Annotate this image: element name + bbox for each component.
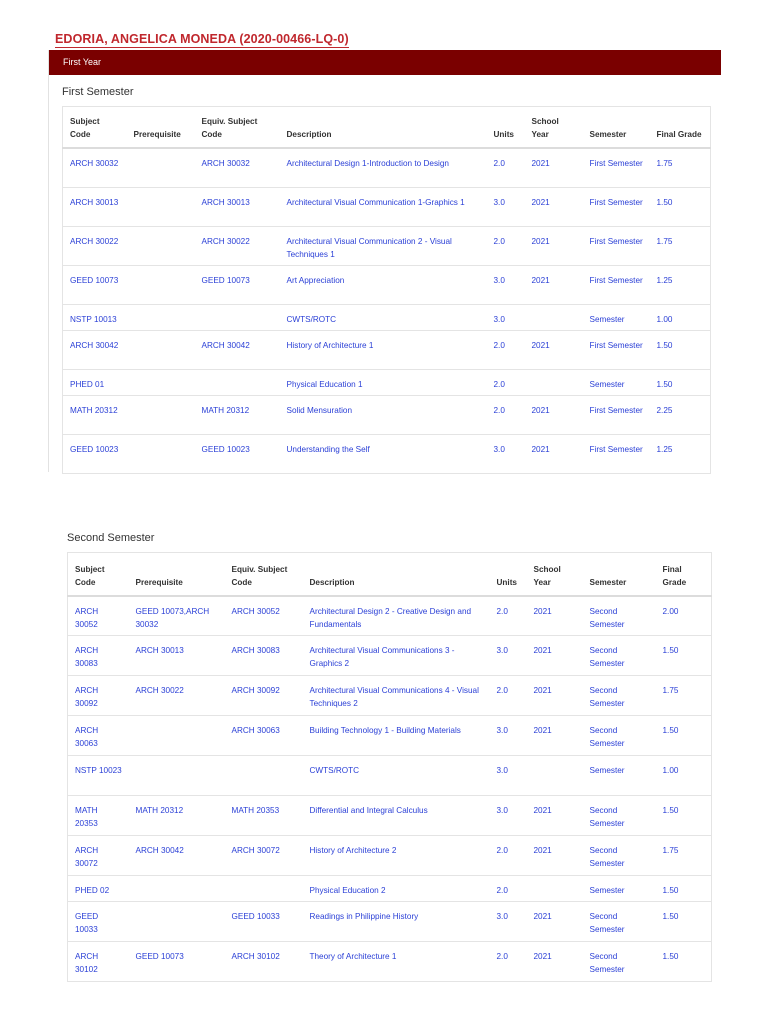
semester-cell: Second Semester	[583, 596, 656, 636]
subject-code-cell[interactable]: ARCH 30072	[68, 836, 129, 876]
equiv-subject-code-cell[interactable]: ARCH 30102	[225, 942, 303, 982]
school-year-cell: 2021	[527, 716, 583, 756]
units-cell: 2.0	[490, 876, 527, 902]
description-cell[interactable]: Art Appreciation	[280, 265, 487, 304]
col-units: Units	[490, 553, 527, 596]
units-cell: 2.0	[490, 942, 527, 982]
subject-code-cell[interactable]: ARCH 30063	[68, 716, 129, 756]
col-description: Description	[280, 107, 487, 149]
prerequisite-cell[interactable]	[129, 876, 225, 902]
school-year-cell	[527, 756, 583, 796]
units-cell: 3.0	[487, 265, 525, 304]
table-row	[68, 716, 712, 756]
description-cell[interactable]: Architectural Visual Communications 4 - Visual Techniques 2	[303, 676, 490, 716]
units-cell: 3.0	[490, 796, 527, 836]
semester-cell: Semester	[583, 876, 656, 902]
units-cell: 3.0	[487, 187, 525, 226]
semester-cell: Second Semester	[583, 902, 656, 942]
subject-code-cell[interactable]: MATH 20353	[68, 796, 129, 836]
first-semester-title: First Semester	[62, 86, 134, 98]
prerequisite-cell[interactable]	[127, 369, 195, 395]
final-grade-cell: 1.50	[650, 330, 711, 369]
col-subject-code: Subject Code	[63, 107, 127, 149]
col-semester: Semester	[583, 553, 656, 596]
final-grade-cell: 1.50	[650, 369, 711, 395]
col-equiv-subject-code: Equiv. Subject Code	[225, 553, 303, 596]
equiv-subject-code-cell[interactable]: MATH 20312	[195, 395, 280, 434]
semester-cell: Second Semester	[583, 636, 656, 676]
school-year-cell: 2021	[525, 265, 583, 304]
prerequisite-cell[interactable]: ARCH 30022	[129, 676, 225, 716]
equiv-subject-code-cell[interactable]	[195, 369, 280, 395]
col-equiv-subject-code: Equiv. Subject Code	[195, 107, 280, 149]
units-cell: 3.0	[487, 434, 525, 473]
final-grade-cell: 1.75	[650, 148, 711, 187]
table-row	[63, 304, 711, 330]
semester-cell: First Semester	[583, 330, 650, 369]
description-cell[interactable]: CWTS/ROTC	[280, 304, 487, 330]
subject-code-cell[interactable]: GEED 10073	[63, 265, 127, 304]
units-cell: 3.0	[490, 716, 527, 756]
table-row	[68, 942, 712, 982]
table-row	[63, 434, 711, 473]
table-header-row	[68, 553, 712, 596]
semester-cell: Semester	[583, 304, 650, 330]
semester-cell: Second Semester	[583, 676, 656, 716]
description-cell[interactable]: Architectural Visual Communication 1-Graphics 1	[280, 187, 487, 226]
school-year-cell: 2021	[527, 636, 583, 676]
equiv-subject-code-cell[interactable]	[225, 876, 303, 902]
description-cell[interactable]: Understanding the Self	[280, 434, 487, 473]
units-cell: 2.0	[487, 330, 525, 369]
subject-code-cell[interactable]: NSTP 10013	[63, 304, 127, 330]
col-final-grade: Final Grade	[656, 553, 712, 596]
equiv-subject-code-cell[interactable]	[195, 304, 280, 330]
description-cell[interactable]: Architectural Design 1-Introduction to Design	[280, 148, 487, 187]
table-row	[63, 265, 711, 304]
prerequisite-cell[interactable]: MATH 20312	[129, 796, 225, 836]
semester-cell: First Semester	[583, 148, 650, 187]
subject-code-cell[interactable]: ARCH 30032	[63, 148, 127, 187]
units-cell: 2.0	[487, 395, 525, 434]
units-cell: 2.0	[490, 836, 527, 876]
equiv-subject-code-cell[interactable]: GEED 10033	[225, 902, 303, 942]
subject-code-cell[interactable]: ARCH 30042	[63, 330, 127, 369]
equiv-subject-code-cell[interactable]: ARCH 30063	[225, 716, 303, 756]
school-year-cell: 2021	[525, 395, 583, 434]
final-grade-cell: 1.75	[656, 836, 712, 876]
table-row	[68, 676, 712, 716]
col-school-year: School Year	[525, 107, 583, 149]
prerequisite-cell[interactable]	[127, 304, 195, 330]
school-year-cell	[525, 304, 583, 330]
final-grade-cell: 1.50	[656, 796, 712, 836]
school-year-cell: 2021	[527, 902, 583, 942]
description-cell[interactable]: Solid Mensuration	[280, 395, 487, 434]
final-grade-cell: 1.50	[656, 876, 712, 902]
second-semester-title: Second Semester	[67, 532, 155, 544]
final-grade-cell: 1.75	[656, 676, 712, 716]
prerequisite-cell[interactable]	[127, 226, 195, 265]
table-row	[63, 395, 711, 434]
prerequisite-cell[interactable]	[129, 716, 225, 756]
prerequisite-cell[interactable]: GEED 10073	[129, 942, 225, 982]
subject-code-cell[interactable]: ARCH 30052	[68, 596, 129, 636]
subject-code-cell[interactable]: GEED 10023	[63, 434, 127, 473]
description-cell[interactable]: Theory of Architecture 1	[303, 942, 490, 982]
prerequisite-cell[interactable]: ARCH 30013	[129, 636, 225, 676]
subject-code-cell[interactable]: ARCH 30083	[68, 636, 129, 676]
prerequisite-cell[interactable]	[127, 434, 195, 473]
school-year-cell: 2021	[527, 596, 583, 636]
table-row	[68, 836, 712, 876]
units-cell: 3.0	[487, 304, 525, 330]
table-row	[68, 876, 712, 902]
equiv-subject-code-cell[interactable]	[225, 756, 303, 796]
equiv-subject-code-cell[interactable]: GEED 10073	[195, 265, 280, 304]
description-cell[interactable]: Architectural Visual Communications 3 - Graphics 2	[303, 636, 490, 676]
final-grade-cell: 1.50	[650, 187, 711, 226]
col-semester: Semester	[583, 107, 650, 149]
table-row	[63, 330, 711, 369]
equiv-subject-code-cell[interactable]: GEED 10023	[195, 434, 280, 473]
semester-cell: First Semester	[583, 265, 650, 304]
units-cell: 2.0	[487, 148, 525, 187]
equiv-subject-code-cell[interactable]: ARCH 30013	[195, 187, 280, 226]
semester-cell: Second Semester	[583, 716, 656, 756]
year-header[interactable]: First Year	[49, 50, 721, 75]
semester-cell: Second Semester	[583, 836, 656, 876]
school-year-cell: 2021	[527, 942, 583, 982]
table-row	[68, 636, 712, 676]
description-cell[interactable]: History of Architecture 1	[280, 330, 487, 369]
second-semester-table	[67, 552, 712, 982]
units-cell: 3.0	[490, 636, 527, 676]
col-school-year: School Year	[527, 553, 583, 596]
semester-cell: Semester	[583, 369, 650, 395]
table-row	[68, 756, 712, 796]
description-cell[interactable]: Building Technology 1 - Building Materials	[303, 716, 490, 756]
table-row	[63, 369, 711, 395]
prerequisite-cell[interactable]	[127, 395, 195, 434]
units-cell: 2.0	[490, 676, 527, 716]
prerequisite-cell[interactable]: ARCH 30042	[129, 836, 225, 876]
equiv-subject-code-cell[interactable]: ARCH 30042	[195, 330, 280, 369]
school-year-cell: 2021	[525, 226, 583, 265]
equiv-subject-code-cell[interactable]: MATH 20353	[225, 796, 303, 836]
col-prerequisite: Prerequisite	[127, 107, 195, 149]
final-grade-cell: 1.50	[656, 716, 712, 756]
subject-code-cell[interactable]: NSTP 10023	[68, 756, 129, 796]
description-cell[interactable]: Architectural Visual Communication 2 - Visual Techniques 1	[280, 226, 487, 265]
col-description: Description	[303, 553, 490, 596]
table-row	[68, 902, 712, 942]
table-row	[68, 596, 712, 636]
semester-cell: Second Semester	[583, 942, 656, 982]
table-row	[63, 187, 711, 226]
school-year-cell: 2021	[525, 187, 583, 226]
units-cell: 3.0	[490, 902, 527, 942]
final-grade-cell: 1.25	[650, 434, 711, 473]
col-units: Units	[487, 107, 525, 149]
final-grade-cell: 2.00	[656, 596, 712, 636]
final-grade-cell: 1.50	[656, 942, 712, 982]
subject-code-cell[interactable]: PHED 02	[68, 876, 129, 902]
final-grade-cell: 2.25	[650, 395, 711, 434]
semester-cell: First Semester	[583, 226, 650, 265]
table-row	[63, 226, 711, 265]
subject-code-cell[interactable]: ARCH 30013	[63, 187, 127, 226]
subject-code-cell[interactable]: GEED 10033	[68, 902, 129, 942]
units-cell: 2.0	[490, 596, 527, 636]
semester-cell: Semester	[583, 756, 656, 796]
subject-code-cell[interactable]: ARCH 30092	[68, 676, 129, 716]
prerequisite-cell[interactable]	[129, 756, 225, 796]
prerequisite-cell[interactable]	[127, 148, 195, 187]
equiv-subject-code-cell[interactable]: ARCH 30083	[225, 636, 303, 676]
final-grade-cell: 1.00	[650, 304, 711, 330]
school-year-cell	[527, 876, 583, 902]
equiv-subject-code-cell[interactable]: ARCH 30052	[225, 596, 303, 636]
equiv-subject-code-cell[interactable]: ARCH 30022	[195, 226, 280, 265]
table-header-row	[63, 107, 711, 149]
prerequisite-cell[interactable]	[127, 265, 195, 304]
school-year-cell: 2021	[527, 836, 583, 876]
school-year-cell: 2021	[527, 676, 583, 716]
description-cell[interactable]: History of Architecture 2	[303, 836, 490, 876]
school-year-cell: 2021	[527, 796, 583, 836]
semester-cell: First Semester	[583, 434, 650, 473]
description-cell[interactable]: Physical Education 1	[280, 369, 487, 395]
description-cell[interactable]: Differential and Integral Calculus	[303, 796, 490, 836]
description-cell[interactable]: CWTS/ROTC	[303, 756, 490, 796]
subject-code-cell[interactable]: MATH 20312	[63, 395, 127, 434]
subject-code-cell[interactable]: ARCH 30102	[68, 942, 129, 982]
semester-cell: First Semester	[583, 395, 650, 434]
prerequisite-cell[interactable]: GEED 10073,ARCH 30032	[129, 596, 225, 636]
final-grade-cell: 1.25	[650, 265, 711, 304]
units-cell: 2.0	[487, 369, 525, 395]
prerequisite-cell[interactable]	[129, 902, 225, 942]
final-grade-cell: 1.50	[656, 902, 712, 942]
semester-cell: First Semester	[583, 187, 650, 226]
school-year-cell: 2021	[525, 330, 583, 369]
student-name-label: EDORIA, ANGELICA MONEDA (2020-00466-LQ-0)	[55, 32, 349, 46]
final-grade-cell: 1.50	[656, 636, 712, 676]
prerequisite-cell[interactable]	[127, 187, 195, 226]
equiv-subject-code-cell[interactable]: ARCH 30092	[225, 676, 303, 716]
units-cell: 3.0	[490, 756, 527, 796]
prerequisite-cell[interactable]	[127, 330, 195, 369]
final-grade-cell: 1.00	[656, 756, 712, 796]
col-final-grade: Final Grade	[650, 107, 711, 149]
semester-cell: Second Semester	[583, 796, 656, 836]
school-year-cell: 2021	[525, 434, 583, 473]
first-semester-table	[62, 106, 711, 474]
description-cell[interactable]: Physical Education 2	[303, 876, 490, 902]
school-year-cell	[525, 369, 583, 395]
equiv-subject-code-cell[interactable]: ARCH 30032	[195, 148, 280, 187]
table-row	[68, 796, 712, 836]
description-cell[interactable]: Readings in Philippine History	[303, 902, 490, 942]
col-subject-code: Subject Code	[68, 553, 129, 596]
col-prerequisite: Prerequisite	[129, 553, 225, 596]
table-row	[63, 148, 711, 187]
equiv-subject-code-cell[interactable]: ARCH 30072	[225, 836, 303, 876]
school-year-cell: 2021	[525, 148, 583, 187]
subject-code-cell[interactable]: ARCH 30022	[63, 226, 127, 265]
units-cell: 2.0	[487, 226, 525, 265]
final-grade-cell: 1.75	[650, 226, 711, 265]
subject-code-cell[interactable]: PHED 01	[63, 369, 127, 395]
description-cell[interactable]: Architectural Design 2 - Creative Design and Fundamentals	[303, 596, 490, 636]
